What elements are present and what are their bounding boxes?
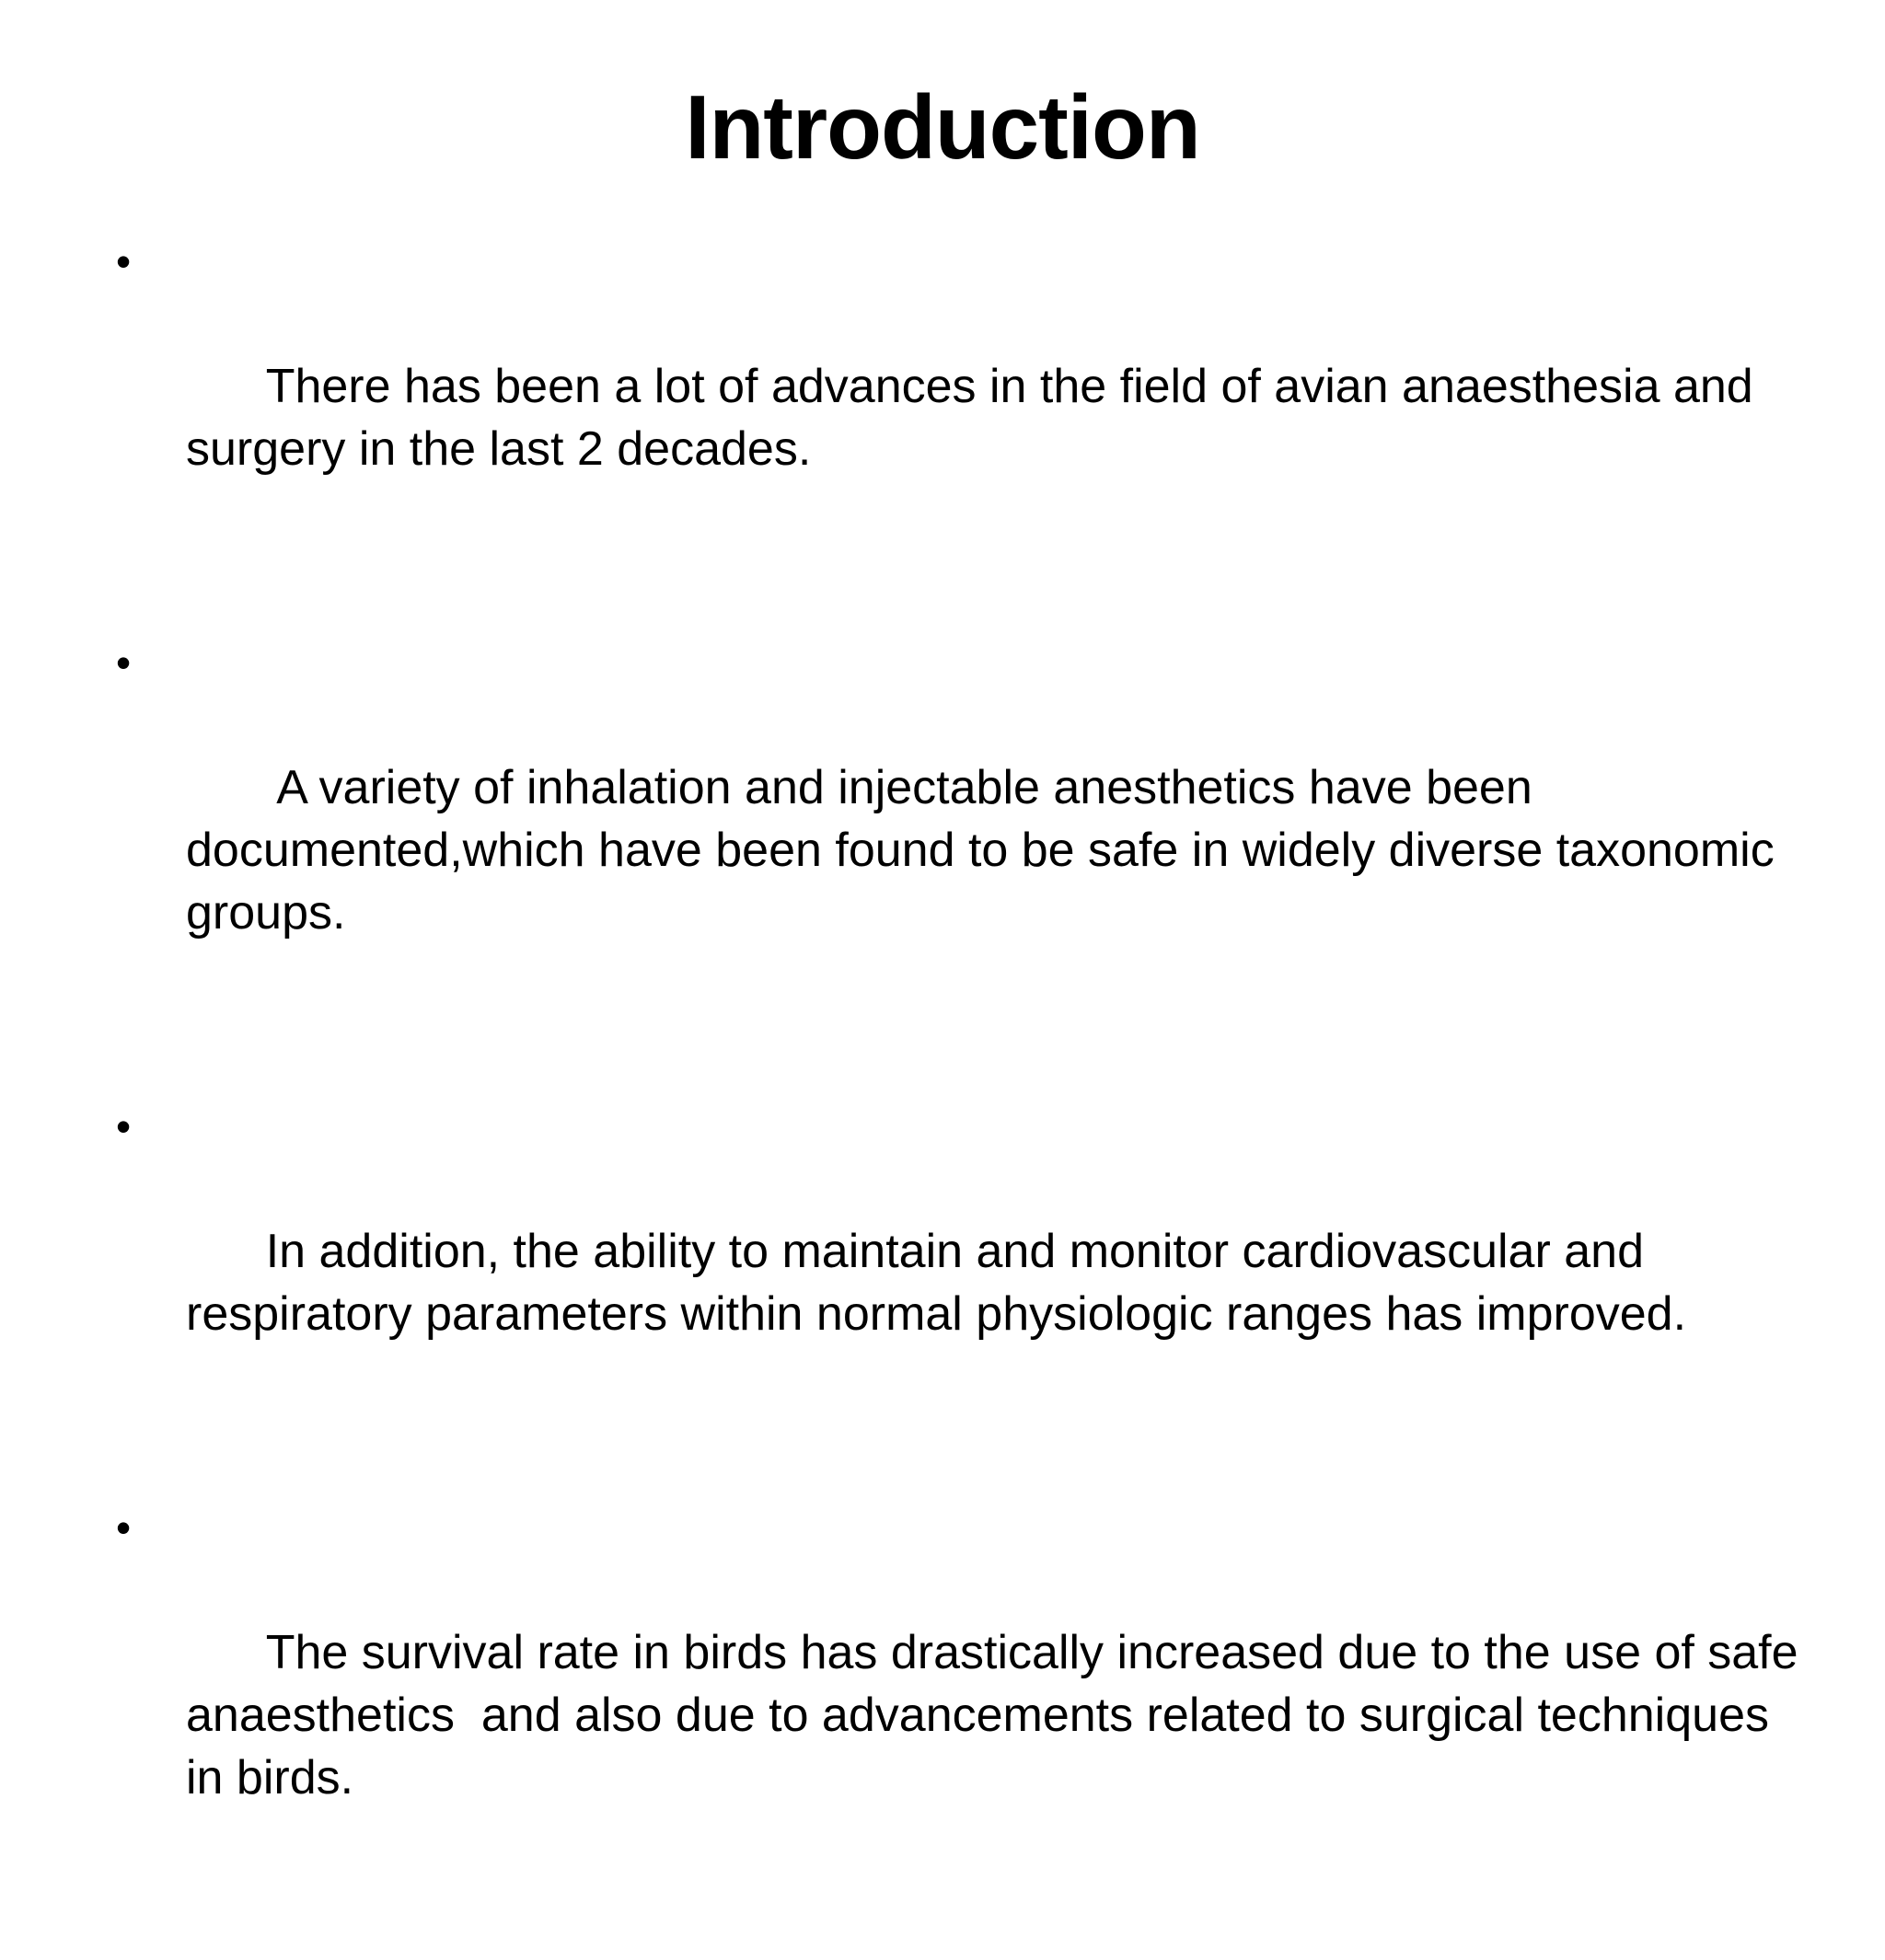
bullet-item-2	[116, 631, 1800, 1007]
bullet-item-3	[116, 1095, 1800, 1408]
bullet-item-1	[116, 230, 1800, 543]
slide-title: Introduction	[685, 76, 1200, 178]
bullet-icon: •	[116, 237, 132, 285]
bullet-text: There has been a lot of advances in the field of avian anaesthesia and surgery in the last 2 decades.	[186, 360, 1767, 476]
bullet-icon: •	[116, 1504, 132, 1551]
bullet-icon: •	[116, 1102, 132, 1150]
bullet-text: A variety of inhalation and injectable anesthetics have been documented,which have been found to be safe in widely diverse taxonomic groups.	[186, 761, 1788, 940]
bullet-text: The survival rate in birds has drastically increased due to the use of safe anaesthetics and also due to advancements related to surgical techniques in birds.	[186, 1626, 1812, 1804]
bullet-icon: •	[116, 639, 132, 686]
bullet-list	[116, 230, 1812, 1960]
bullet-item-4	[116, 1496, 1812, 1872]
bullet-text: In addition, the ability to maintain and monitor cardiovascular and respiratory parameters within normal physiologic ranges has improved.	[186, 1225, 1687, 1341]
